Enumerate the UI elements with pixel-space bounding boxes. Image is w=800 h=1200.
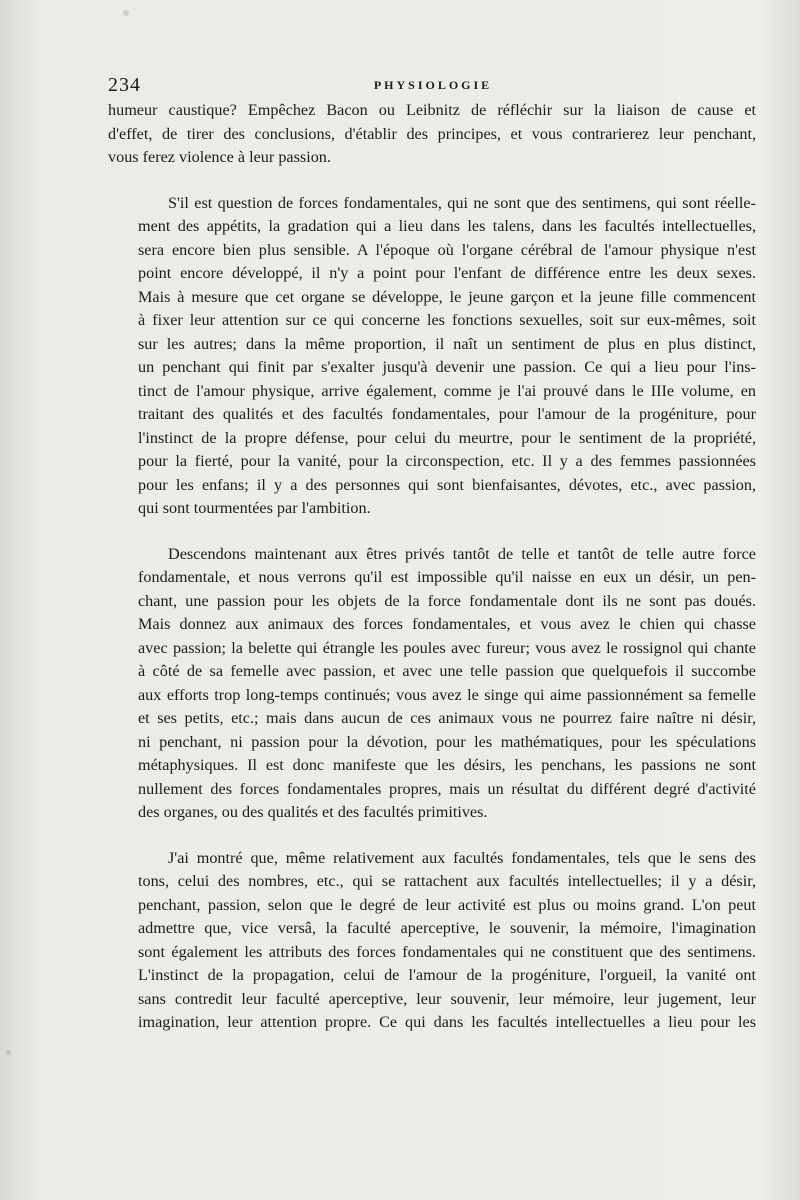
text-line: Descendons maintenant aux êtres privés tantôt de telle et tantôt de telle autre force	[168, 544, 756, 563]
text-line: tinct de l'amour physique, arrive également, comme je l'ai prouvé dans le IIIe volume, en	[138, 381, 756, 400]
page-blemish	[123, 10, 129, 16]
text-line: traitant des qualités et des facultés fondamentales, pour l'amour de la progéniture, pour	[138, 405, 756, 423]
text-line: vous ferez violence à leur passion.	[108, 148, 331, 166]
running-title: PHYSIOLOGIE	[373, 78, 493, 92]
text-line: pour la fierté, pour la vanité, pour la circonspection, etc. Il y a des femmes passionnées	[138, 452, 756, 470]
page-header	[108, 74, 758, 98]
text-line: sans contredit leur faculté aperceptive, leur souvenir, leur mémoire, leur jugement, leur	[138, 989, 756, 1008]
text-line: fondamentale, et nous verrons qu'il est impossible qu'il naisse en eux un désir, un pen-	[138, 568, 756, 586]
text-line: des organes, ou des qualités et des facultés primitives.	[138, 803, 488, 821]
text-line: qui sont tourmentées par l'ambition.	[138, 499, 371, 517]
text-line: métaphysiques. Il est donc manifeste que les désirs, les penchans, les passions ne sont	[138, 756, 756, 774]
text-line: un penchant qui finit par s'exalter jusqu'à devenir une passion. Ce qui a lieu pour l'ins-	[138, 358, 756, 376]
text-line: sera encore bien plus sensible. A l'époque où l'organe cérébral de l'amour physique n'est	[138, 240, 756, 259]
text-line: Mais à mesure que cet organe se développe, le jeune garçon et la jeune fille commencent	[138, 287, 756, 306]
text-line: et ses petits, etc.; mais dans aucun de ces animaux vous ne pourrez faire naître ni désir,	[138, 709, 756, 727]
text-line: chant, une passion pour les objets de la force fondamentale dont ils ne sont pas doués.	[138, 591, 756, 610]
paragraph	[108, 99, 756, 170]
paragraph	[108, 847, 756, 1035]
text-line: aux efforts trop long-temps continués; vous avez le singe qui aime passionnément sa femelle	[138, 685, 756, 704]
text-line: ni penchant, ni passion pour la dévotion, pour les mathématiques, pour les spéculations	[138, 732, 756, 751]
text-line: d'effet, de tirer des conclusions, d'établir des principes, et vous contrarierez leur penchant,	[108, 124, 756, 143]
paragraph	[108, 192, 756, 521]
page-number: 234	[108, 74, 141, 96]
text-line: sont également les attributs des forces fondamentales qui ne constituent que des sentimens.	[138, 942, 756, 961]
text-line: L'instinct de la propagation, celui de l'amour de la progéniture, l'orgueil, la vanité ont	[138, 966, 756, 984]
text-line: à fixer leur attention sur ce qui concerne les fonctions sexuelles, soit sur eux-mêmes, soit	[138, 311, 756, 329]
text-line: J'ai montré que, même relativement aux facultés fondamentales, tels que le sens des	[168, 848, 756, 867]
text-line: admettre que, vice versâ, la faculté aperceptive, le souvenir, la mémoire, l'imagination	[138, 919, 756, 937]
page-blemish	[6, 1050, 11, 1055]
text-line: sur les autres; dans la même proportion, il naît un sentiment de plus en plus distinct,	[138, 334, 756, 353]
text-line: avec passion; la belette qui étrangle les poules avec fureur; vous avez le rossignol qui chante	[138, 638, 756, 657]
text-line: ment des appétits, la gradation qui a lieu dans les talens, dans les facultés intellectuelles,	[138, 217, 756, 235]
text-line: point encore développé, il n'y a point pour l'enfant de différence entre les deux sexes.	[138, 264, 756, 282]
text-line: humeur caustique? Empêchez Bacon ou Leibnitz de réfléchir sur la liaison de cause et	[108, 101, 756, 119]
text-line: l'instinct de la propre défense, pour celui du meurtre, pour le sentiment de la propriété,	[138, 428, 756, 447]
paragraph	[108, 543, 756, 825]
text-line: nullement des forces fondamentales propres, mais un résultat du différent degré d'activité	[138, 779, 756, 798]
text-line: Mais donnez aux animaux des forces fondamentales, et vous avez le chien qui chasse	[138, 615, 756, 633]
text-line: tons, celui des nombres, etc., qui se rattachent aux facultés intellectuelles; il y a désir,	[138, 872, 756, 890]
text-line: pour les enfans; il y a des personnes qui sont bienfaisantes, dévotes, etc., avec passion,	[138, 475, 756, 494]
text-line: imagination, leur attention propre. Ce qui dans les facultés intellectuelles a lieu pour les	[138, 1013, 756, 1031]
text-line: à côté de sa femelle avec passion, et avec une telle passion que quelquefois il succombe	[138, 662, 756, 680]
text-line: S'il est question de forces fondamentales, qui ne sont que des sentimens, qui sont réelle-	[168, 193, 756, 212]
body-text	[108, 99, 756, 1035]
text-line: penchant, passion, selon que le degré de leur activité est plus ou moins grand. L'on peut	[138, 895, 756, 914]
